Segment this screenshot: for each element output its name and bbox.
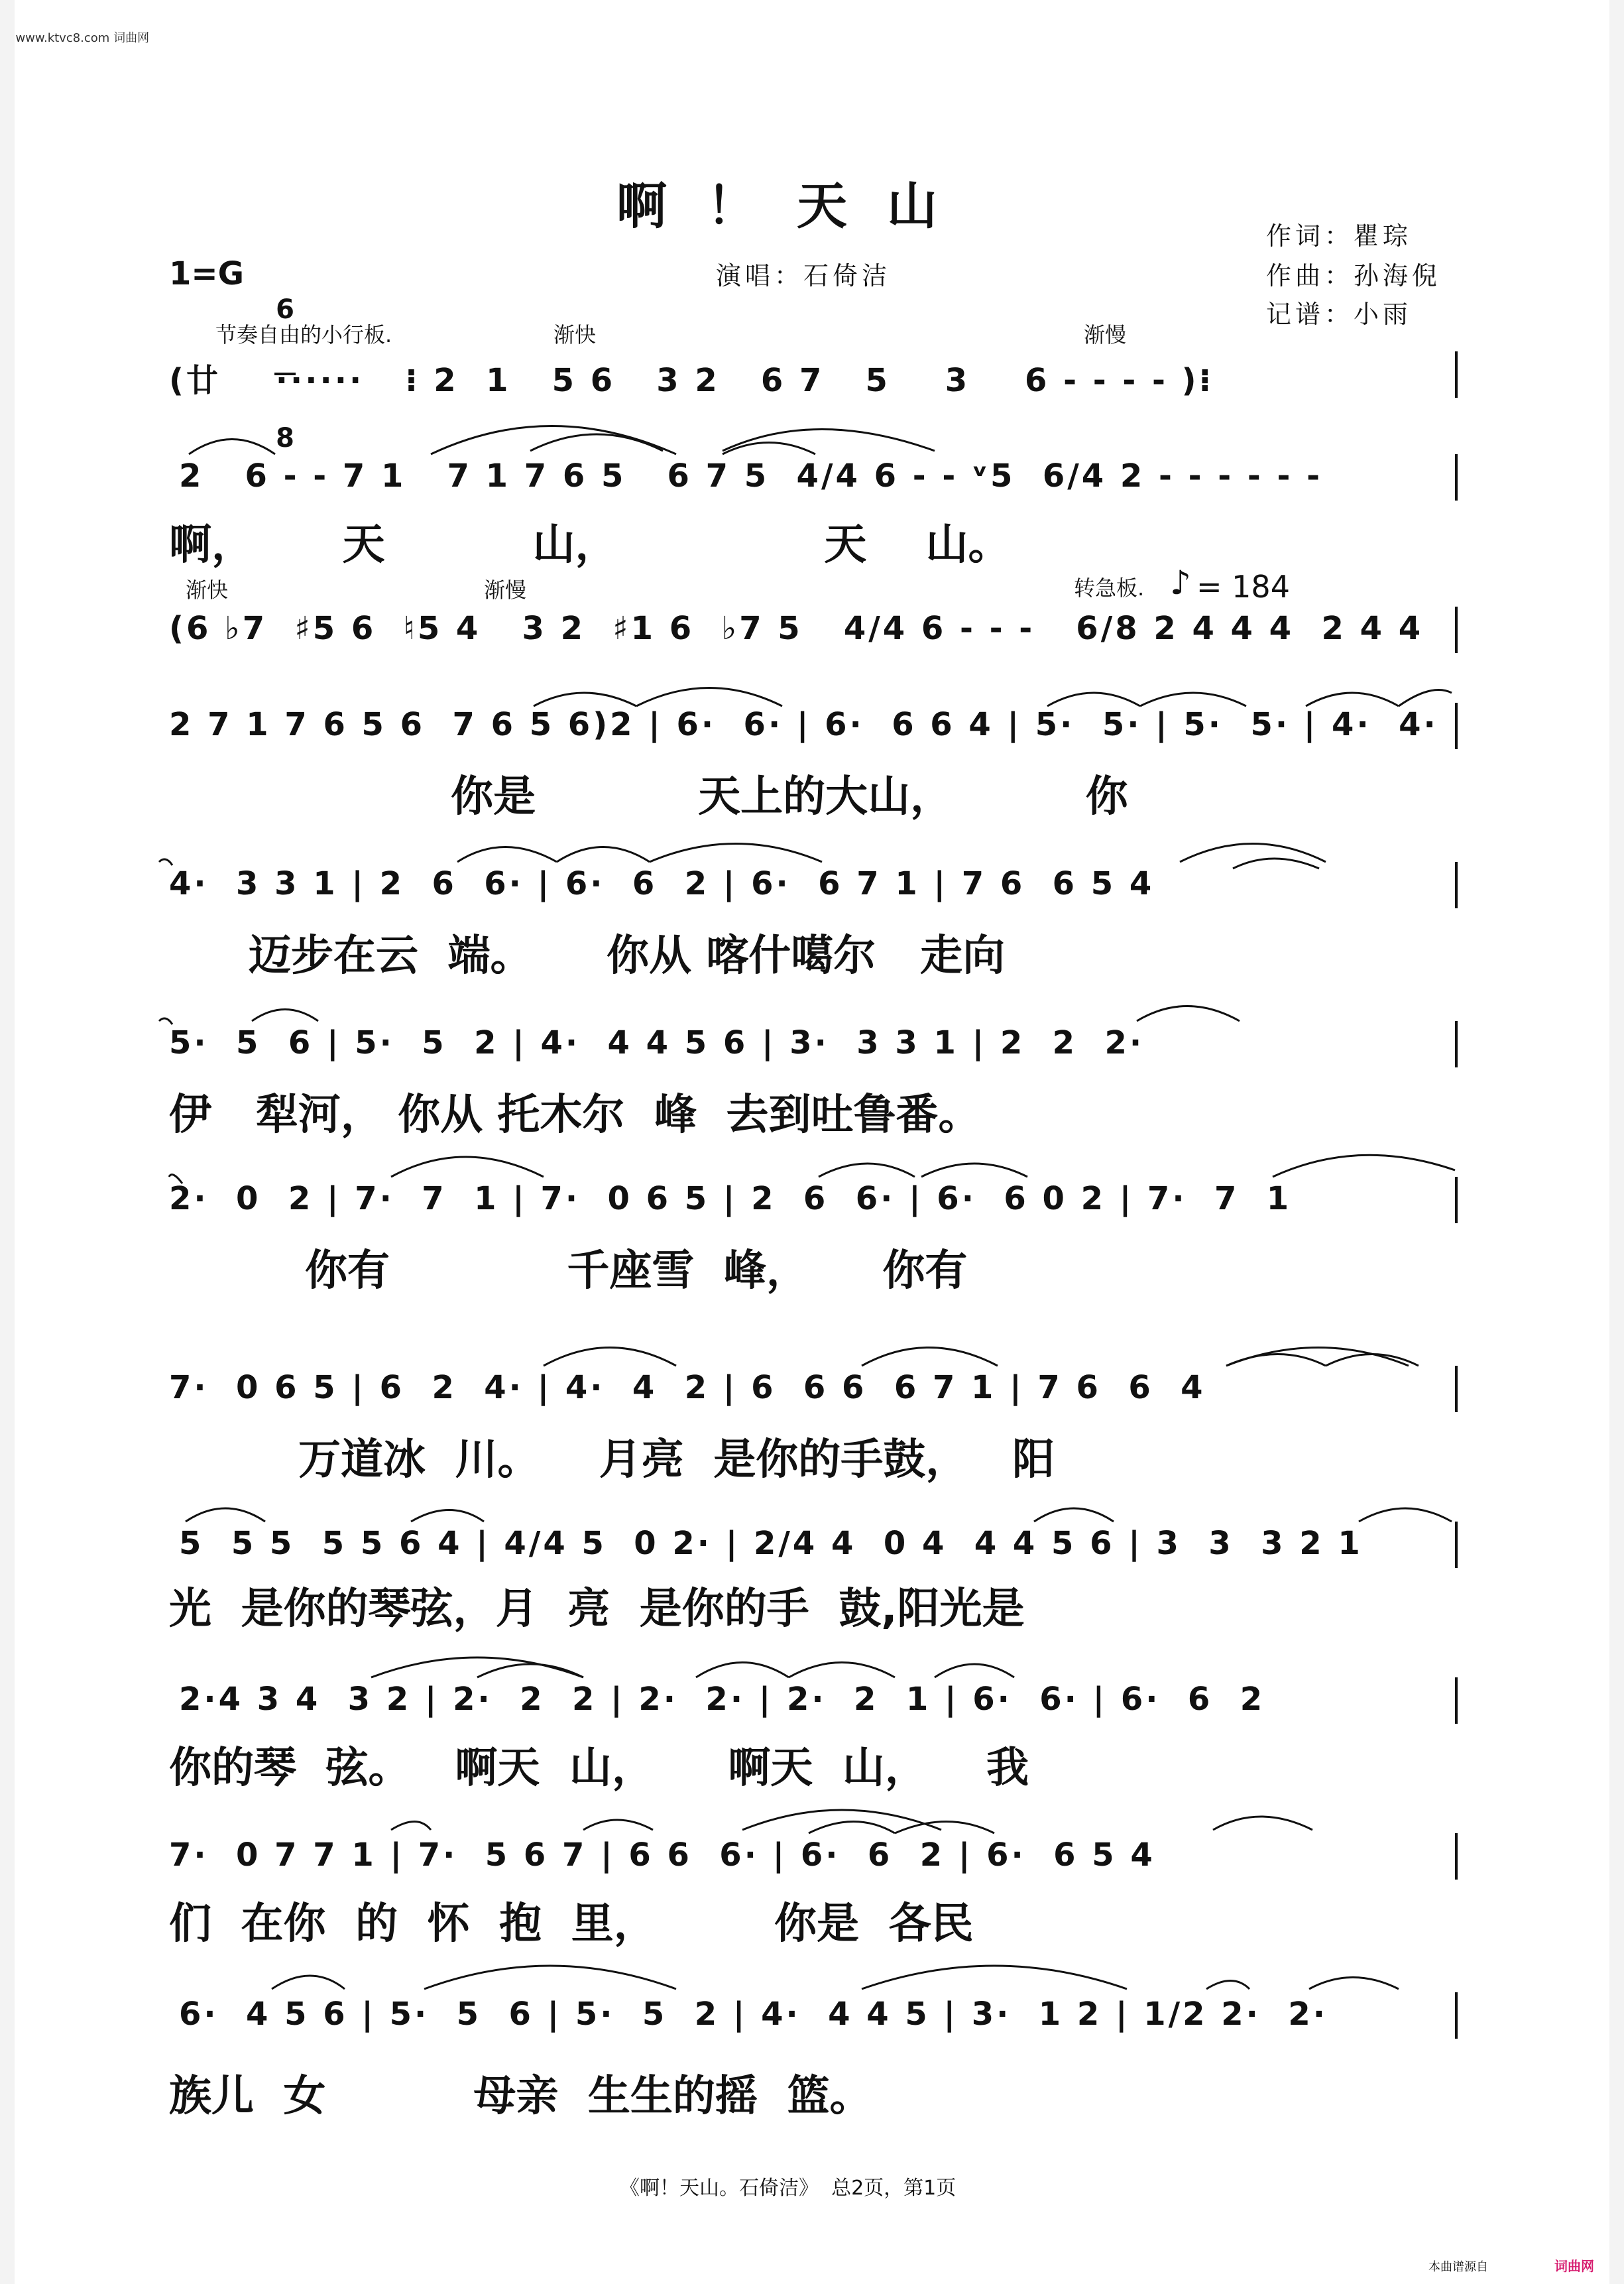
tempo-rit-1: 渐慢: [1084, 322, 1127, 347]
score-line-1: (廿 ······ ⁝ 2 1 5 6 3 2 6 7 5 3 6 - - - - )⁝: [169, 362, 1214, 399]
barline: [1455, 1021, 1458, 1067]
slur: [457, 847, 557, 863]
site-logo[interactable]: 词曲网: [1554, 2258, 1594, 2274]
lyric-line-10: 你的琴 弦。 啊天 山， 啊天 山， 我: [169, 1744, 1029, 1793]
slur: [1226, 1354, 1326, 1366]
score-line-5: 4· 3 3 1 | 2 6 6· | 6· 6 2 | 6· 6 7 1 | 7 6 6 5 4: [169, 865, 1155, 902]
slur: [583, 1820, 653, 1830]
slur: [557, 847, 650, 863]
slur: [696, 1663, 789, 1678]
slur: [530, 434, 663, 451]
slur: [862, 1966, 1127, 1989]
score-line-11: 7· 0 7 7 1 | 7· 5 6 7 | 6 6 6· | 6· 6 2 | 6· 6 5 4: [169, 1836, 1155, 1874]
slur: [544, 1348, 676, 1366]
score-line-2: 2 6 - - 7 1 7 1 7 6 5 6 7 5 4/4 6 - - ᵛ5 6/4 2 - - - - - -: [179, 457, 1323, 495]
slur: [1233, 859, 1319, 869]
page-footer: 《啊！天山。石倚洁》 总2页，第1页: [620, 2177, 957, 2200]
lyric-line-12: 族儿 女 母亲 生生的摇 篮。: [169, 2072, 872, 2121]
barline: [1455, 1177, 1458, 1223]
score-line-7: 2· 0 2 | 7· 7 1 | 7· 0 6 5 | 2 6 6· | 6· 6 0 2 | 7· 7 1: [169, 1180, 1292, 1217]
transcriber: 记谱：小雨: [1266, 300, 1413, 329]
slur: [1306, 693, 1399, 706]
eighth-note-icon: ♪: [1170, 564, 1191, 602]
lyricist: 作词：瞿琮: [1266, 221, 1413, 251]
slur: [1399, 690, 1452, 707]
site-url[interactable]: www.ktvc8.com 词曲网: [15, 31, 150, 45]
time-signature: 6 8: [272, 247, 298, 476]
slur: [819, 1164, 915, 1177]
slur: [1034, 1508, 1114, 1522]
slur: [1309, 1978, 1399, 1990]
slur: [935, 1664, 1014, 1677]
slur: [159, 859, 172, 865]
slur: [159, 1018, 172, 1024]
lyric-line-6: 伊 犁河， 你从 托木尔 峰 去到吐鲁番。: [169, 1091, 981, 1140]
lyric-line-2: 啊， 天 山， 天 山。: [169, 520, 1011, 570]
slur: [477, 1664, 583, 1677]
tempo-accel-1: 渐快: [553, 322, 597, 347]
score-line-10: 2·4 3 4 3 2 | 2· 2 2 | 2· 2· | 2· 2 1 | 6· 6· | 6· 6 2: [179, 1681, 1265, 1718]
source-label: 本曲谱源自: [1428, 2260, 1488, 2274]
key-signature: 1=G: [169, 255, 245, 292]
tempo-sudden: 转急板.: [1074, 575, 1145, 601]
lyric-line-11: 们 在你 的 怀 抱 里， 你是 各民: [169, 1899, 974, 1949]
barline: [1455, 1366, 1458, 1412]
score-line-6: 5· 5 6 | 5· 5 2 | 4· 4 4 5 6 | 3· 3 3 1 | 2 2 2·: [169, 1024, 1145, 1061]
slur: [189, 440, 275, 455]
lyric-line-4: 你是 天上的大山， 你: [451, 772, 1128, 821]
score-line-8: 7· 0 6 5 | 6 2 4· | 4· 4 2 | 6 6 6 6 7 1 | 7 6 6 4: [169, 1369, 1206, 1406]
slur: [411, 1510, 484, 1522]
barline: [1455, 1833, 1458, 1880]
lyric-line-5: 迈步在云 端。 你从 喀什噶尔 走向: [249, 932, 1006, 981]
slur: [1137, 1006, 1240, 1022]
singer: 演唱：石倚洁: [716, 261, 892, 290]
slur: [789, 1663, 895, 1678]
slur: [723, 430, 935, 451]
slur: [1180, 844, 1326, 863]
tempo-free: 节奏自由的小行板.: [215, 322, 392, 347]
slur: [1047, 693, 1140, 706]
slur: [252, 1010, 318, 1022]
lyric-line-8: 万道冰 川。 月亮 是你的手鼓， 阳: [298, 1435, 1055, 1484]
lyric-line-9: 光 是你的琴弦，月 亮 是你的手 鼓,阳光是: [169, 1585, 1025, 1634]
slur: [809, 1822, 895, 1834]
tempo-accel-2: 渐快: [186, 577, 229, 603]
barline: [1455, 1677, 1458, 1724]
slur: [1273, 1155, 1455, 1177]
slur: [391, 1822, 431, 1831]
slur: [862, 1348, 998, 1366]
slur: [921, 1164, 1027, 1177]
score-line-12: 6· 4 5 6 | 5· 5 6 | 5· 5 2 | 4· 4 4 5 | 3· 1 2 | 1/2 2· 2·: [179, 1996, 1328, 2033]
slur: [1213, 1817, 1312, 1830]
composer: 作曲：孙海倪: [1266, 261, 1442, 290]
score-line-4: 2 7 1 7 6 5 6 7 6 5 6)2 | 6· 6· | 6· 6 6 4 | 5· 5· | 5· 5· | 4· 4·: [169, 706, 1438, 743]
barline: [1455, 703, 1458, 749]
slur: [534, 693, 636, 706]
tempo-bpm: = 184: [1196, 569, 1290, 605]
tempo-rit-2: 渐慢: [484, 577, 527, 603]
slur: [650, 844, 822, 863]
song-title: 啊！天山: [616, 176, 977, 235]
slur: [431, 426, 676, 455]
slur: [1359, 1508, 1452, 1522]
slur: [895, 1822, 994, 1834]
barline: [1455, 1992, 1458, 2039]
slur: [636, 688, 782, 707]
slur: [1206, 1981, 1249, 1990]
slur: [1140, 693, 1246, 706]
slur: [272, 1976, 345, 1989]
slur: [391, 1157, 544, 1177]
score-line-9: 5 5 5 5 5 6 4 | 4/4 5 0 2· | 2/4 4 0 4 4 4 5 6 | 3 3 3 2 1: [179, 1525, 1363, 1562]
barline: [1455, 607, 1458, 653]
barline: [1455, 1522, 1458, 1568]
barline: [1455, 454, 1458, 501]
slur: [371, 1657, 583, 1677]
slur: [424, 1966, 676, 1989]
barline: [1455, 351, 1458, 398]
slur: [186, 1508, 265, 1522]
barline: [1455, 862, 1458, 908]
lyric-line-7: 你有 千座雪 峰， 你有: [305, 1246, 968, 1295]
score-line-3: (6 ♭7 ♯5 6 ♮5 4 3 2 ♯1 6 ♭7 5 4/4 6 - - - 6/8 2 4 4 4 2 4 4: [169, 610, 1424, 647]
